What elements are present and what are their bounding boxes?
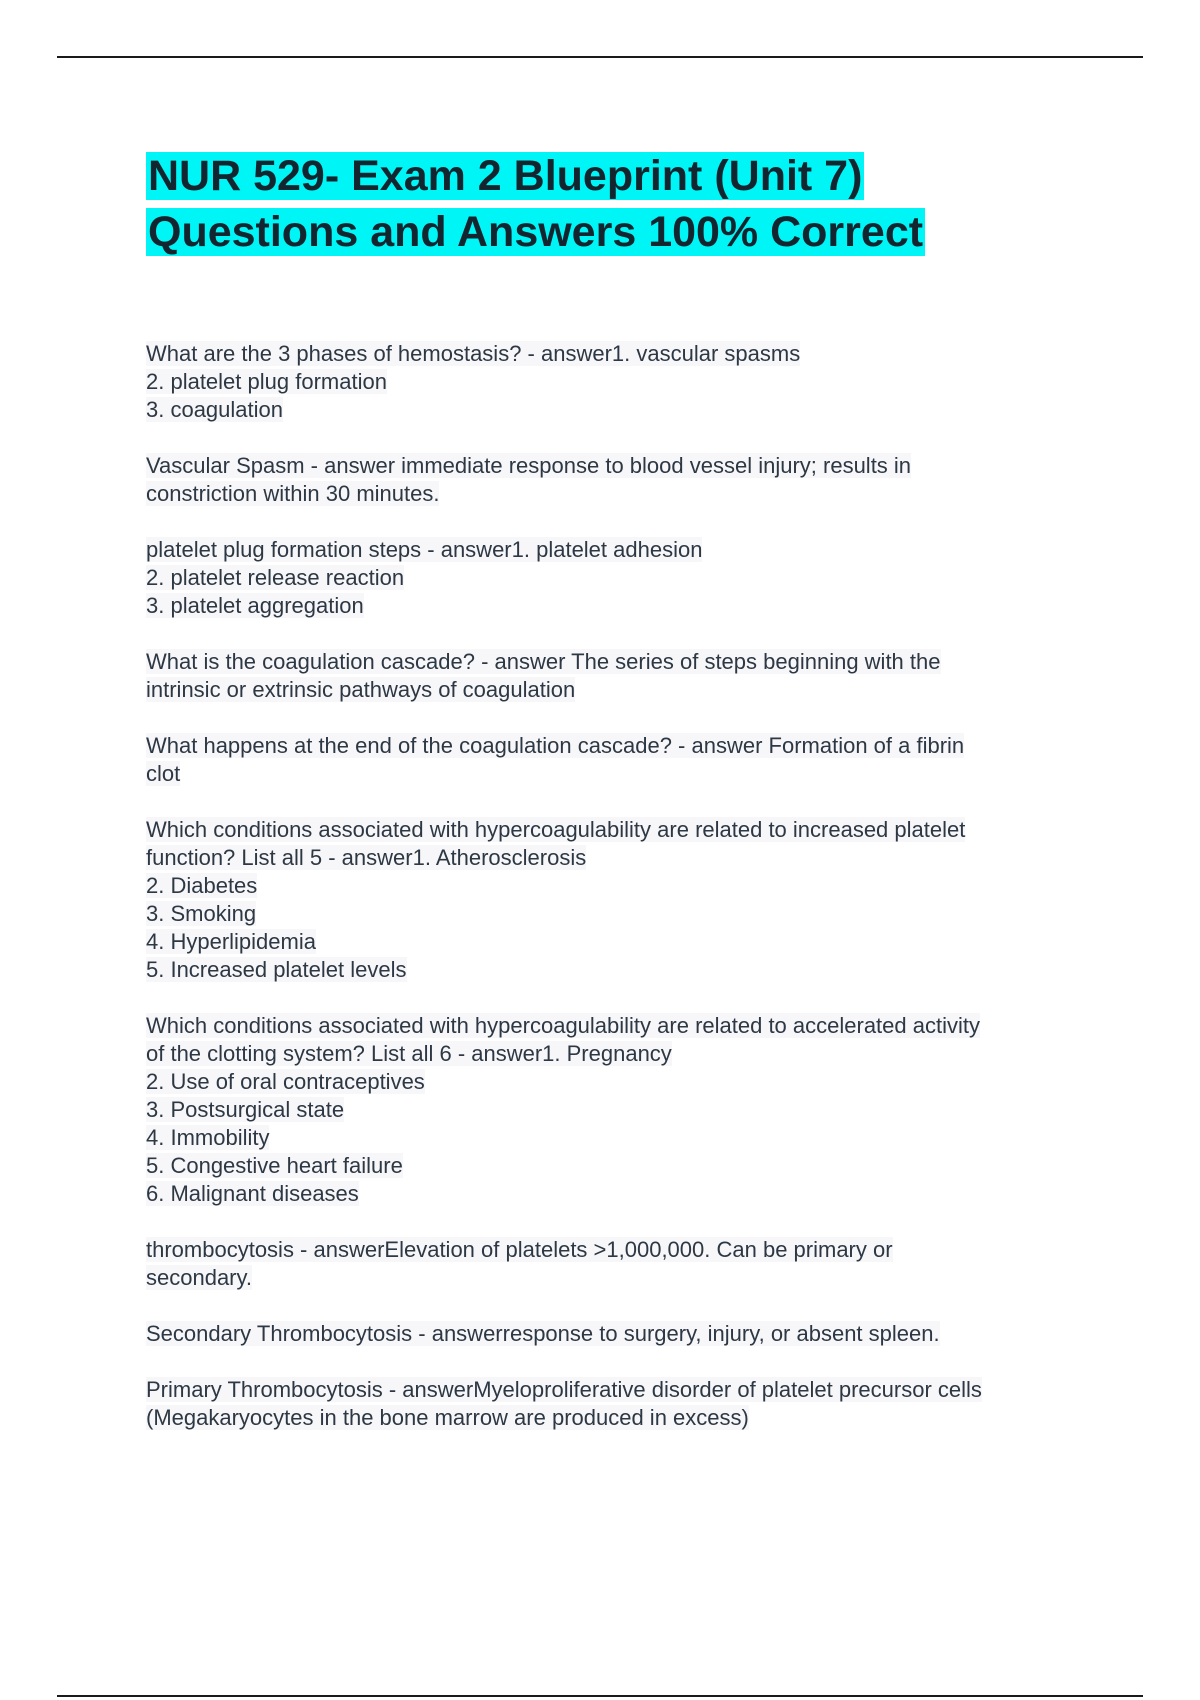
qa-line [146, 340, 1086, 368]
qa-line-text: secondary. [146, 1265, 252, 1290]
qa-line [146, 1012, 1086, 1040]
qa-line [146, 396, 1086, 424]
qa-line [146, 1068, 1086, 1096]
qa-item [146, 816, 1086, 984]
qa-line [146, 1236, 1086, 1264]
qa-line [146, 732, 1086, 760]
qa-line-text: What happens at the end of the coagulation cascade? - answer Formation of a fibrin [146, 733, 965, 758]
qa-line [146, 760, 1086, 788]
qa-line [146, 1152, 1086, 1180]
qa-line [146, 816, 1086, 844]
qa-line [146, 536, 1086, 564]
qa-line [146, 1124, 1086, 1152]
document-body [146, 148, 1086, 1460]
qa-line [146, 872, 1086, 900]
qa-line [146, 1180, 1086, 1208]
qa-line [146, 928, 1086, 956]
qa-line-text: 5. Congestive heart failure [146, 1153, 403, 1178]
qa-line-text: Secondary Thrombocytosis - answerresponse to surgery, injury, or absent spleen. [146, 1321, 940, 1346]
qa-line-text: constriction within 30 minutes. [146, 481, 440, 506]
qa-line-text: platelet plug formation steps - answer1. platelet adhesion [146, 537, 703, 562]
qa-line [146, 1376, 1086, 1404]
qa-line-text: What is the coagulation cascade? - answer The series of steps beginning with the [146, 649, 941, 674]
title-line-1: NUR 529- Exam 2 Blueprint (Unit 7) [148, 152, 863, 200]
qa-line-text: clot [146, 761, 181, 786]
qa-line [146, 592, 1086, 620]
qa-line [146, 1404, 1086, 1432]
qa-list [146, 340, 1086, 1432]
qa-line-text: 5. Increased platelet levels [146, 957, 407, 982]
qa-line-text: thrombocytosis - answerElevation of platelets >1,000,000. Can be primary or [146, 1237, 893, 1262]
qa-line-text: of the clotting system? List all 6 - answer1. Pregnancy [146, 1041, 672, 1066]
qa-item [146, 1012, 1086, 1208]
qa-line-text: 3. platelet aggregation [146, 593, 364, 618]
qa-line [146, 452, 1086, 480]
qa-line-text: 4. Hyperlipidemia [146, 929, 316, 954]
qa-line [146, 564, 1086, 592]
qa-line [146, 1320, 1086, 1348]
qa-line [146, 1040, 1086, 1068]
title-line-2: Questions and Answers 100% Correct [148, 208, 924, 256]
qa-line-text: 3. Postsurgical state [146, 1097, 345, 1122]
qa-line-text: 2. Diabetes [146, 873, 258, 898]
qa-item [146, 1320, 1086, 1348]
qa-line-text: What are the 3 phases of hemostasis? - answer1. vascular spasms [146, 341, 801, 366]
qa-item [146, 1236, 1086, 1292]
qa-item [146, 1376, 1086, 1432]
qa-line-text: 2. Use of oral contraceptives [146, 1069, 425, 1094]
bottom-rule [57, 1695, 1143, 1697]
qa-line [146, 480, 1086, 508]
qa-line [146, 1264, 1086, 1292]
qa-line [146, 676, 1086, 704]
qa-line-text: Vascular Spasm - answer immediate response to blood vessel injury; results in [146, 453, 912, 478]
qa-line-text: 3. coagulation [146, 397, 283, 422]
qa-item [146, 452, 1086, 508]
qa-line-text: 3. Smoking [146, 901, 257, 926]
qa-line [146, 900, 1086, 928]
qa-line-text: 2. platelet release reaction [146, 565, 405, 590]
qa-line [146, 844, 1086, 872]
qa-item [146, 536, 1086, 620]
qa-line [146, 1096, 1086, 1124]
qa-line-text: intrinsic or extrinsic pathways of coagulation [146, 677, 576, 702]
qa-item [146, 648, 1086, 704]
qa-line-text: Which conditions associated with hypercoagulability are related to accelerated activity [146, 1013, 980, 1038]
qa-line-text: 4. Immobility [146, 1125, 270, 1150]
qa-line-text: 6. Malignant diseases [146, 1181, 359, 1206]
document-title [146, 148, 1086, 260]
qa-line-text: (Megakaryocytes in the bone marrow are produced in excess) [146, 1405, 749, 1430]
top-rule [57, 56, 1143, 58]
qa-item [146, 340, 1086, 424]
qa-line-text: Primary Thrombocytosis - answerMyeloproliferative disorder of platelet precursor cells [146, 1377, 982, 1402]
qa-line-text: Which conditions associated with hypercoagulability are related to increased platelet [146, 817, 966, 842]
qa-line-text: 2. platelet plug formation [146, 369, 387, 394]
qa-line-text: function? List all 5 - answer1. Atherosclerosis [146, 845, 587, 870]
qa-line [146, 368, 1086, 396]
qa-line [146, 648, 1086, 676]
qa-item [146, 732, 1086, 788]
qa-line [146, 956, 1086, 984]
